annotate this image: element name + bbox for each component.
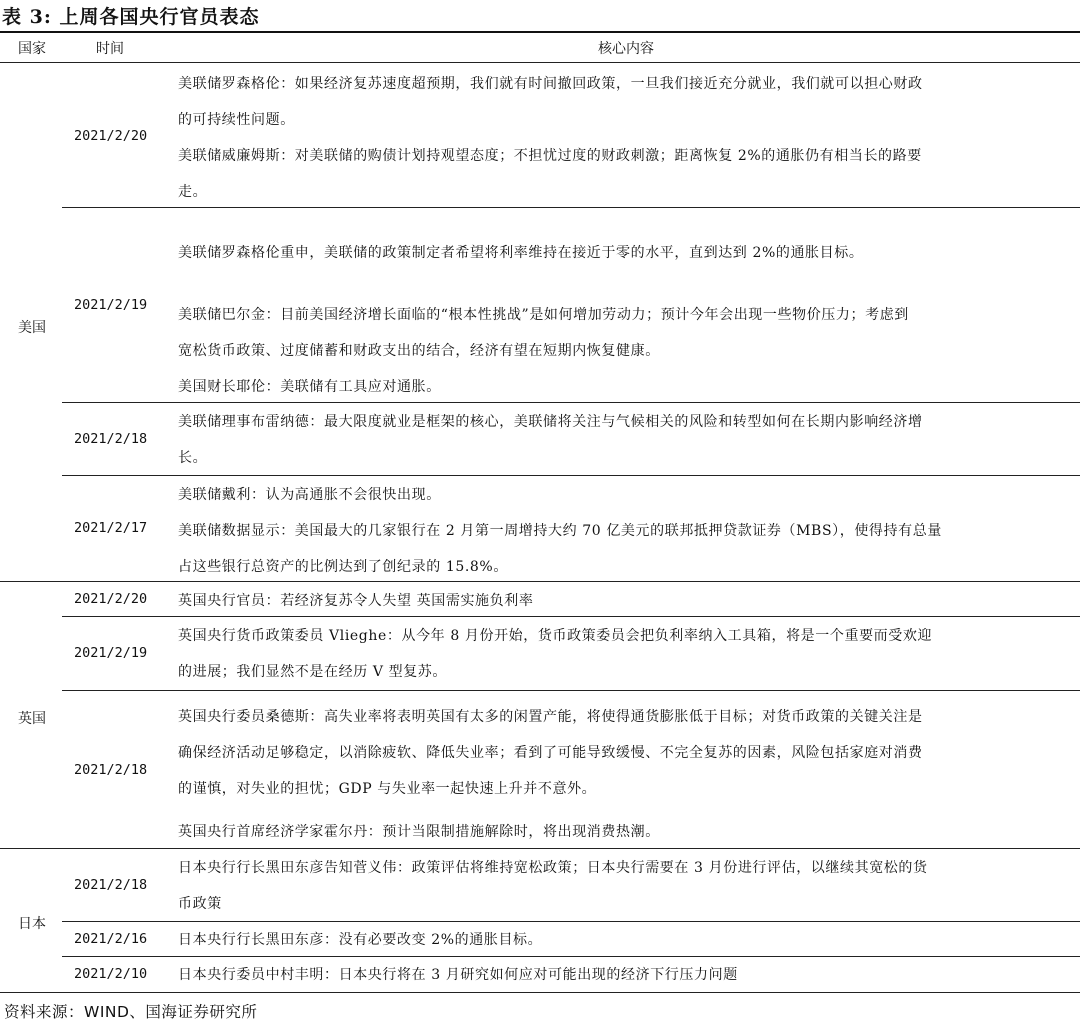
date-jp-1: 2021/2/18 (74, 877, 148, 893)
header-time: 时间 (96, 41, 124, 57)
content-us-2021-2-19-b (178, 297, 1072, 405)
content-line: 的进展；我们显然不是在经历 V 型复苏。 (178, 664, 448, 680)
content-jp-2021-2-16 (178, 922, 1072, 958)
country-jp: 日本 (18, 916, 46, 932)
content-line: 日本央行行长黑田东彦告知菅义伟：政策评估将维持宽松政策；日本央行需要在 3 月份进行评估，以继续其宽松的货 (178, 860, 928, 876)
content-us-2021-2-18 (178, 404, 1072, 476)
content-jp-2021-2-10 (178, 957, 1072, 993)
content-line: 日本央行委员中村丰明：日本央行将在 3 月研究如何应对可能出现的经济下行压力问题 (178, 967, 738, 983)
date-us-4: 2021/2/17 (74, 520, 148, 536)
content-us-2021-2-19-a (178, 235, 1072, 271)
content-line: 币政策 (178, 896, 222, 912)
content-us-2021-2-17 (178, 477, 1072, 585)
row-divider (62, 616, 1080, 617)
content-us-2021-2-20 (178, 66, 1072, 210)
content-line: 走。 (178, 184, 208, 200)
content-line: 宽松货币政策、过度储蓄和财政支出的结合，经济有望在短期内恢复健康。 (178, 343, 660, 359)
row-divider (62, 402, 1080, 403)
content-line: 美联储罗森格伦重申，美联储的政策制定者希望将利率维持在接近于零的水平，直到达到 2%的通胀目标。 (178, 245, 864, 261)
content-jp-2021-2-18 (178, 850, 1072, 922)
row-divider (62, 207, 1080, 208)
header-content: 核心内容 (598, 41, 654, 57)
content-line: 英国央行首席经济学家霍尔丹：预计当限制措施解除时，将出现消费热潮。 (178, 824, 660, 840)
row-divider (62, 921, 1080, 922)
content-line: 占这些银行总资产的比例达到了创纪录的 15.8%。 (178, 559, 508, 575)
content-line: 美联储戴利：认为高通胀不会很快出现。 (178, 487, 441, 503)
content-line: 美联储数据显示：美国最大的几家银行在 2 月第一周增持大约 70 亿美元的联邦抵押贷款证券（MBS），使得持有总量 (178, 523, 942, 539)
content-line: 美联储理事布雷纳德：最大限度就业是框架的核心，美联储将关注与气候相关的风险和转型如何在长期内影响经济增 (178, 414, 923, 430)
source-note: 资料来源：WIND、国海证券研究所 (4, 1003, 258, 1021)
content-line: 英国央行委员桑德斯：高失业率将表明英国有太多的闲置产能，将使得通货膨胀低于目标；对货币政策的关键关注是 (178, 709, 923, 725)
content-line: 美联储罗森格伦：如果经济复苏速度超预期，我们就有时间撤回政策，一旦我们接近充分就业，我们就可以担心财政 (178, 76, 923, 92)
content-line: 美国财长耶伦：美联储有工具应对通胀。 (178, 379, 441, 395)
content-line: 英国央行货币政策委员 Vlieghe：从今年 8 月份开始，货币政策委员会把负利率纳入工具箱，将是一个重要而受欢迎 (178, 628, 933, 644)
row-divider (62, 956, 1080, 957)
date-us-3: 2021/2/18 (74, 431, 148, 447)
content-line: 确保经济活动足够稳定，以消除疲软、降低失业率；看到了可能导致缓慢、不完全复苏的因素，风险包括家庭对消费 (178, 745, 923, 761)
country-uk: 英国 (18, 711, 46, 727)
content-line: 的可持续性问题。 (178, 112, 295, 128)
date-jp-2: 2021/2/16 (74, 931, 148, 947)
date-uk-3: 2021/2/18 (74, 762, 148, 778)
header-bottom-rule (0, 62, 1080, 63)
date-jp-3: 2021/2/10 (74, 966, 148, 982)
table-bottom-rule (0, 992, 1080, 993)
content-line: 美联储巴尔金：目前美国经济增长面临的“根本性挑战”是如何增加劳动力；预计今年会出现一些物价压力；考虑到 (178, 307, 909, 323)
row-divider (62, 690, 1080, 691)
content-line: 英国央行官员：若经济复苏令人失望 英国需实施负利率 (178, 593, 534, 609)
date-uk-1: 2021/2/20 (74, 591, 148, 607)
date-us-1: 2021/2/20 (74, 128, 148, 144)
date-uk-2: 2021/2/19 (74, 645, 148, 661)
country-us: 美国 (18, 320, 46, 336)
content-uk-2021-2-18-b (178, 814, 1072, 850)
content-line: 的谨慎，对失业的担忧；GDP 与失业率一起快速上升并不意外。 (178, 781, 597, 797)
content-line: 日本央行行长黑田东彦：没有必要改变 2%的通胀目标。 (178, 932, 543, 948)
table-title: 表 3: 上周各国央行官员表态 (2, 6, 260, 28)
header-country: 国家 (18, 41, 46, 57)
content-line: 美联储威廉姆斯：对美联储的购债计划持观望态度；不担忧过度的财政刺激；距离恢复 2%的通胀仍有相当长的路要 (178, 148, 922, 164)
header-top-rule (0, 31, 1080, 33)
content-uk-2021-2-18-a (178, 699, 1072, 807)
country-divider (0, 848, 1080, 849)
content-line: 长。 (178, 450, 208, 466)
content-uk-2021-2-19 (178, 618, 1072, 690)
country-divider (0, 581, 1080, 582)
date-us-2: 2021/2/19 (74, 297, 148, 313)
content-uk-2021-2-20 (178, 583, 1072, 619)
row-divider (62, 475, 1080, 476)
